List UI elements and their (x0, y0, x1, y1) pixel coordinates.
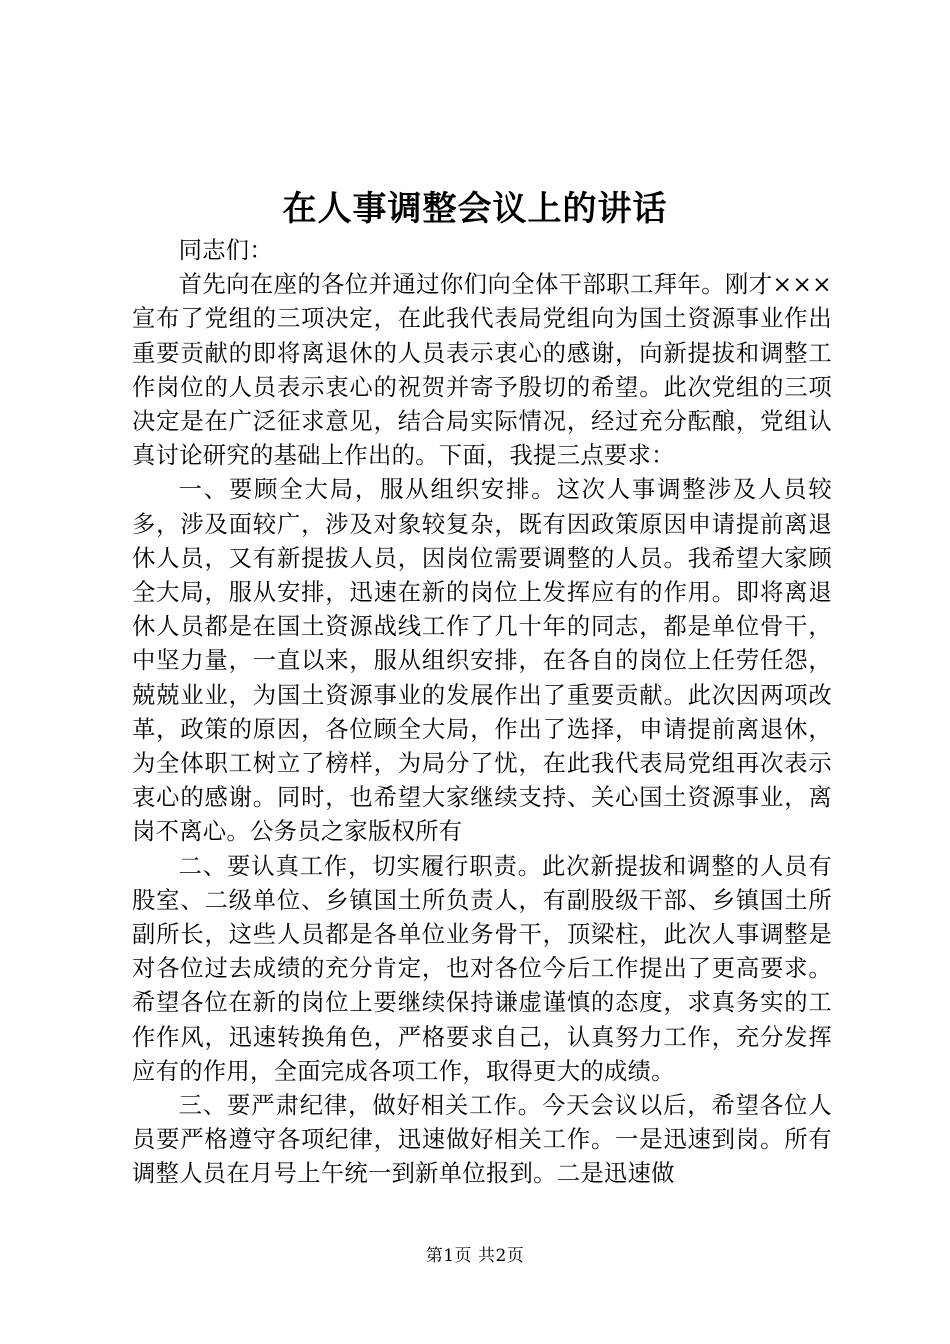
page-number-footer: 第1页 共2页 (425, 1246, 525, 1266)
intro-paragraph: 首先向在座的各位并通过你们向全体干部职工拜年。刚才×××宣布了党组的三项决定，在此我代表局党组向为国土资源事业作出重要贡献的即将离退休的人员表示衷心的感谢，向新提拔和调整工作岗位的人员表示衷心的祝贺并寄予殷切的希望。此次党组的三项决定是在广泛征求意见，结合局实际情况，经过充分酝酿，党组认真讨论研究的基础上作出的。下面，我提三点要求： (132, 271, 832, 470)
document-body (132, 234, 832, 1192)
salutation-paragraph: 同志们： (178, 237, 273, 264)
point-three-paragraph: 三、要严肃纪律，做好相关工作。今天会议以后，希望各位人员要严格遵守各项纪律，迅速做好相关工作。一是迅速到岗。所有调整人员在月号上午统一到新单位报到。二是迅速做 (132, 1092, 832, 1188)
point-two-paragraph: 二、要认真工作，切实履行职责。此次新提拔和调整的人员有股室、二级单位、乡镇国土所负责人，有副股级干部、乡镇国土所副所长，这些人员都是各单位业务骨干，顶梁柱，此次人事调整是对各位过去成绩的充分肯定，也对各位今后工作提出了更高要求。希望各位在新的岗位上要继续保持谦虚谨慎的态度，求真务实的工作作风，迅速转换角色，严格要求自己，认真努力工作，充分发挥应有的作用，全面完成各项工作，取得更大的成绩。 (132, 852, 832, 1085)
document-title: 在人事调整会议上的讲话 (282, 189, 668, 229)
point-one-paragraph: 一、要顾全大局，服从组织安排。这次人事调整涉及人员较多，涉及面较广，涉及对象较复杂，既有因政策原因申请提前离退休人员，又有新提拔人员，因岗位需要调整的人员。我希望大家顾全大局，服从安排，迅速在新的岗位上发挥应有的作用。即将离退休人员都是在国土资源战线工作了几十年的同志，都是单位骨干，中坚力量，一直以来，服从组织安排，在各自的岗位上任劳任怨，兢兢业业，为国土资源事业的发展作出了重要贡献。此次因两项改革，政策的原因，各位顾全大局，作出了选择，申请提前离退休，为全体职工树立了榜样，为局分了忧，在此我代表局党组再次表示衷心的感谢。同时，也希望大家继续支持、关心国土资源事业，离岗不离心。公务员之家版权所有 (132, 476, 832, 846)
